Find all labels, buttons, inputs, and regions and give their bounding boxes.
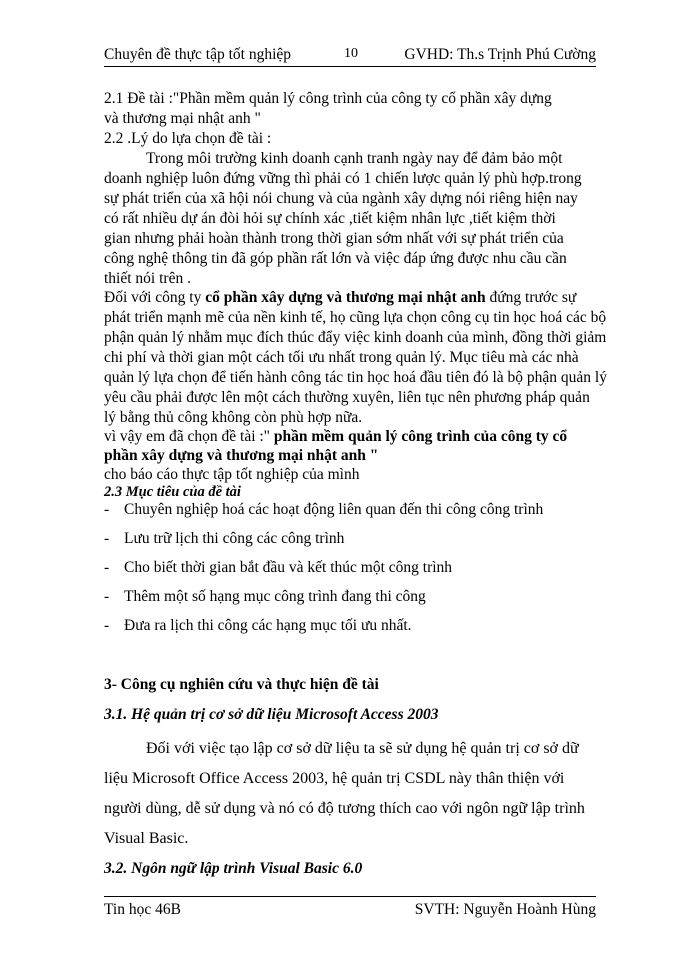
paragraph-line: chi phí và thời gian một cách tối ưu nhất trong quản lý. Mục tiêu mà các nhà — [104, 349, 579, 366]
project-title-bold-cont: phần xây dựng và thương mại nhật anh " — [104, 447, 379, 464]
list-item: Chuyên nghiệp hoá các hoạt động liên quan đến thi công công trình — [124, 501, 544, 518]
paragraph-line: Visual Basic. — [104, 830, 189, 847]
footer-class: Tin học 46B — [104, 901, 181, 918]
list-item-bullet: - — [104, 501, 110, 518]
paragraph-line: doanh nghiệp luôn đứng vững thì phải có 1 chiến lược quản lý phù hợp.trong — [104, 170, 582, 187]
paragraph-line: có rất nhiều dự án đòi hỏi sự chính xác ,tiết kiệm nhân lực ,tiết kiệm thời — [104, 210, 556, 227]
line-2-2: 2.2 .Lý do lựa chọn đề tài : — [104, 130, 272, 147]
section-2-3-heading: 2.3 Mục tiêu của đề tài — [104, 484, 241, 500]
paragraph-line: sự phát triển của xã hội nói chung và của ngành xây dựng nói riêng hiện nay — [104, 190, 578, 207]
text-run: Đối với công ty — [104, 289, 206, 306]
paragraph-line — [104, 427, 567, 447]
page-number: 10 — [344, 46, 358, 61]
paragraph-line: cho báo cáo thực tập tốt nghiệp của mình — [104, 466, 360, 483]
paragraph-line: người dùng, dễ sử dụng và nó có độ tương thích cao với ngôn ngữ lập trình — [104, 800, 585, 817]
text-run: vì vậy em đã chọn đề tài :" — [104, 428, 271, 445]
paragraph-line — [104, 288, 576, 308]
text-run: đứng trước sự — [485, 289, 577, 306]
header-advisor: GVHD: Th.s Trịnh Phú Cường — [404, 46, 596, 63]
page-header — [104, 46, 596, 67]
list-item-bullet: - — [104, 588, 110, 605]
paragraph-line: yêu cầu phải được lên một cách thường xuyên, liên tục nên phương pháp quản — [104, 389, 590, 406]
list-item-bullet: - — [104, 530, 110, 547]
list-item-bullet: - — [104, 617, 110, 634]
project-title-bold: phần mềm quản lý công trình của công ty cổ — [270, 428, 568, 445]
paragraph-line: Đối với việc tạo lập cơ sở dữ liệu ta sẽ sử dụng hệ quản trị cơ sở dữ — [146, 740, 579, 757]
list-item: Thêm một số hạng mục công trình đang thi công — [124, 588, 426, 605]
list-item-bullet: - — [104, 559, 110, 576]
section-3-heading: 3- Công cụ nghiên cứu và thực hiện đề tài — [104, 676, 379, 693]
paragraph-line: phát triển mạnh mẽ của nền kinh tế, họ cũng lựa chọn công cụ tin học hoá các bộ — [104, 309, 607, 326]
paragraph-line: Trong môi trường kinh doanh cạnh tranh ngày nay để đảm bảo một — [146, 150, 563, 167]
paragraph-line: công nghệ thông tin đã góp phần rất lớn và việc đáp ứng được nhu cầu cần — [104, 250, 567, 267]
paragraph-line: quản lý lựa chọn để tiến hành công tác tin học hoá đầu tiên đó là bộ phận quản lý — [104, 369, 607, 386]
section-3-2-heading: 3.2. Ngôn ngữ lập trình Visual Basic 6.0 — [104, 860, 363, 877]
company-name-bold: cổ phần xây dựng và thương mại nhật anh — [205, 289, 486, 306]
paragraph-line: phận quản lý nhằm mục đích thúc đẩy việc kinh doanh của mình, đồng thời giảm — [104, 329, 607, 346]
page-footer — [104, 896, 596, 923]
section-3-1-heading: 3.1. Hệ quản trị cơ sở dữ liệu Microsoft Access 2003 — [104, 706, 439, 723]
line-2-1: 2.1 Đề tài :"Phần mềm quản lý công trình của công ty cổ phần xây dựng — [104, 90, 552, 107]
header-title: Chuyên đề thực tập tốt nghiệp — [104, 46, 292, 63]
footer-student: SVTH: Nguyễn Hoành Hùng — [414, 901, 596, 918]
list-item: Lưu trữ lịch thi công các công trình — [124, 530, 345, 547]
line-2-1-cont: và thương mại nhật anh " — [104, 110, 261, 127]
paragraph-line: gian nhưng phải hoàn thành trong thời gian sớm nhất với sự phát triển của — [104, 230, 564, 247]
paragraph-line: liệu Microsoft Office Access 2003, hệ quản trị CSDL này thân thiện với — [104, 770, 565, 787]
paragraph-line: thiết nói trên . — [104, 270, 191, 287]
paragraph-line: lý bằng thủ công không còn phù hợp nữa. — [104, 409, 363, 426]
list-item: Đưa ra lịch thi công các hạng mục tối ưu nhất. — [124, 617, 412, 634]
list-item: Cho biết thời gian bắt đầu và kết thúc một công trình — [124, 559, 453, 576]
